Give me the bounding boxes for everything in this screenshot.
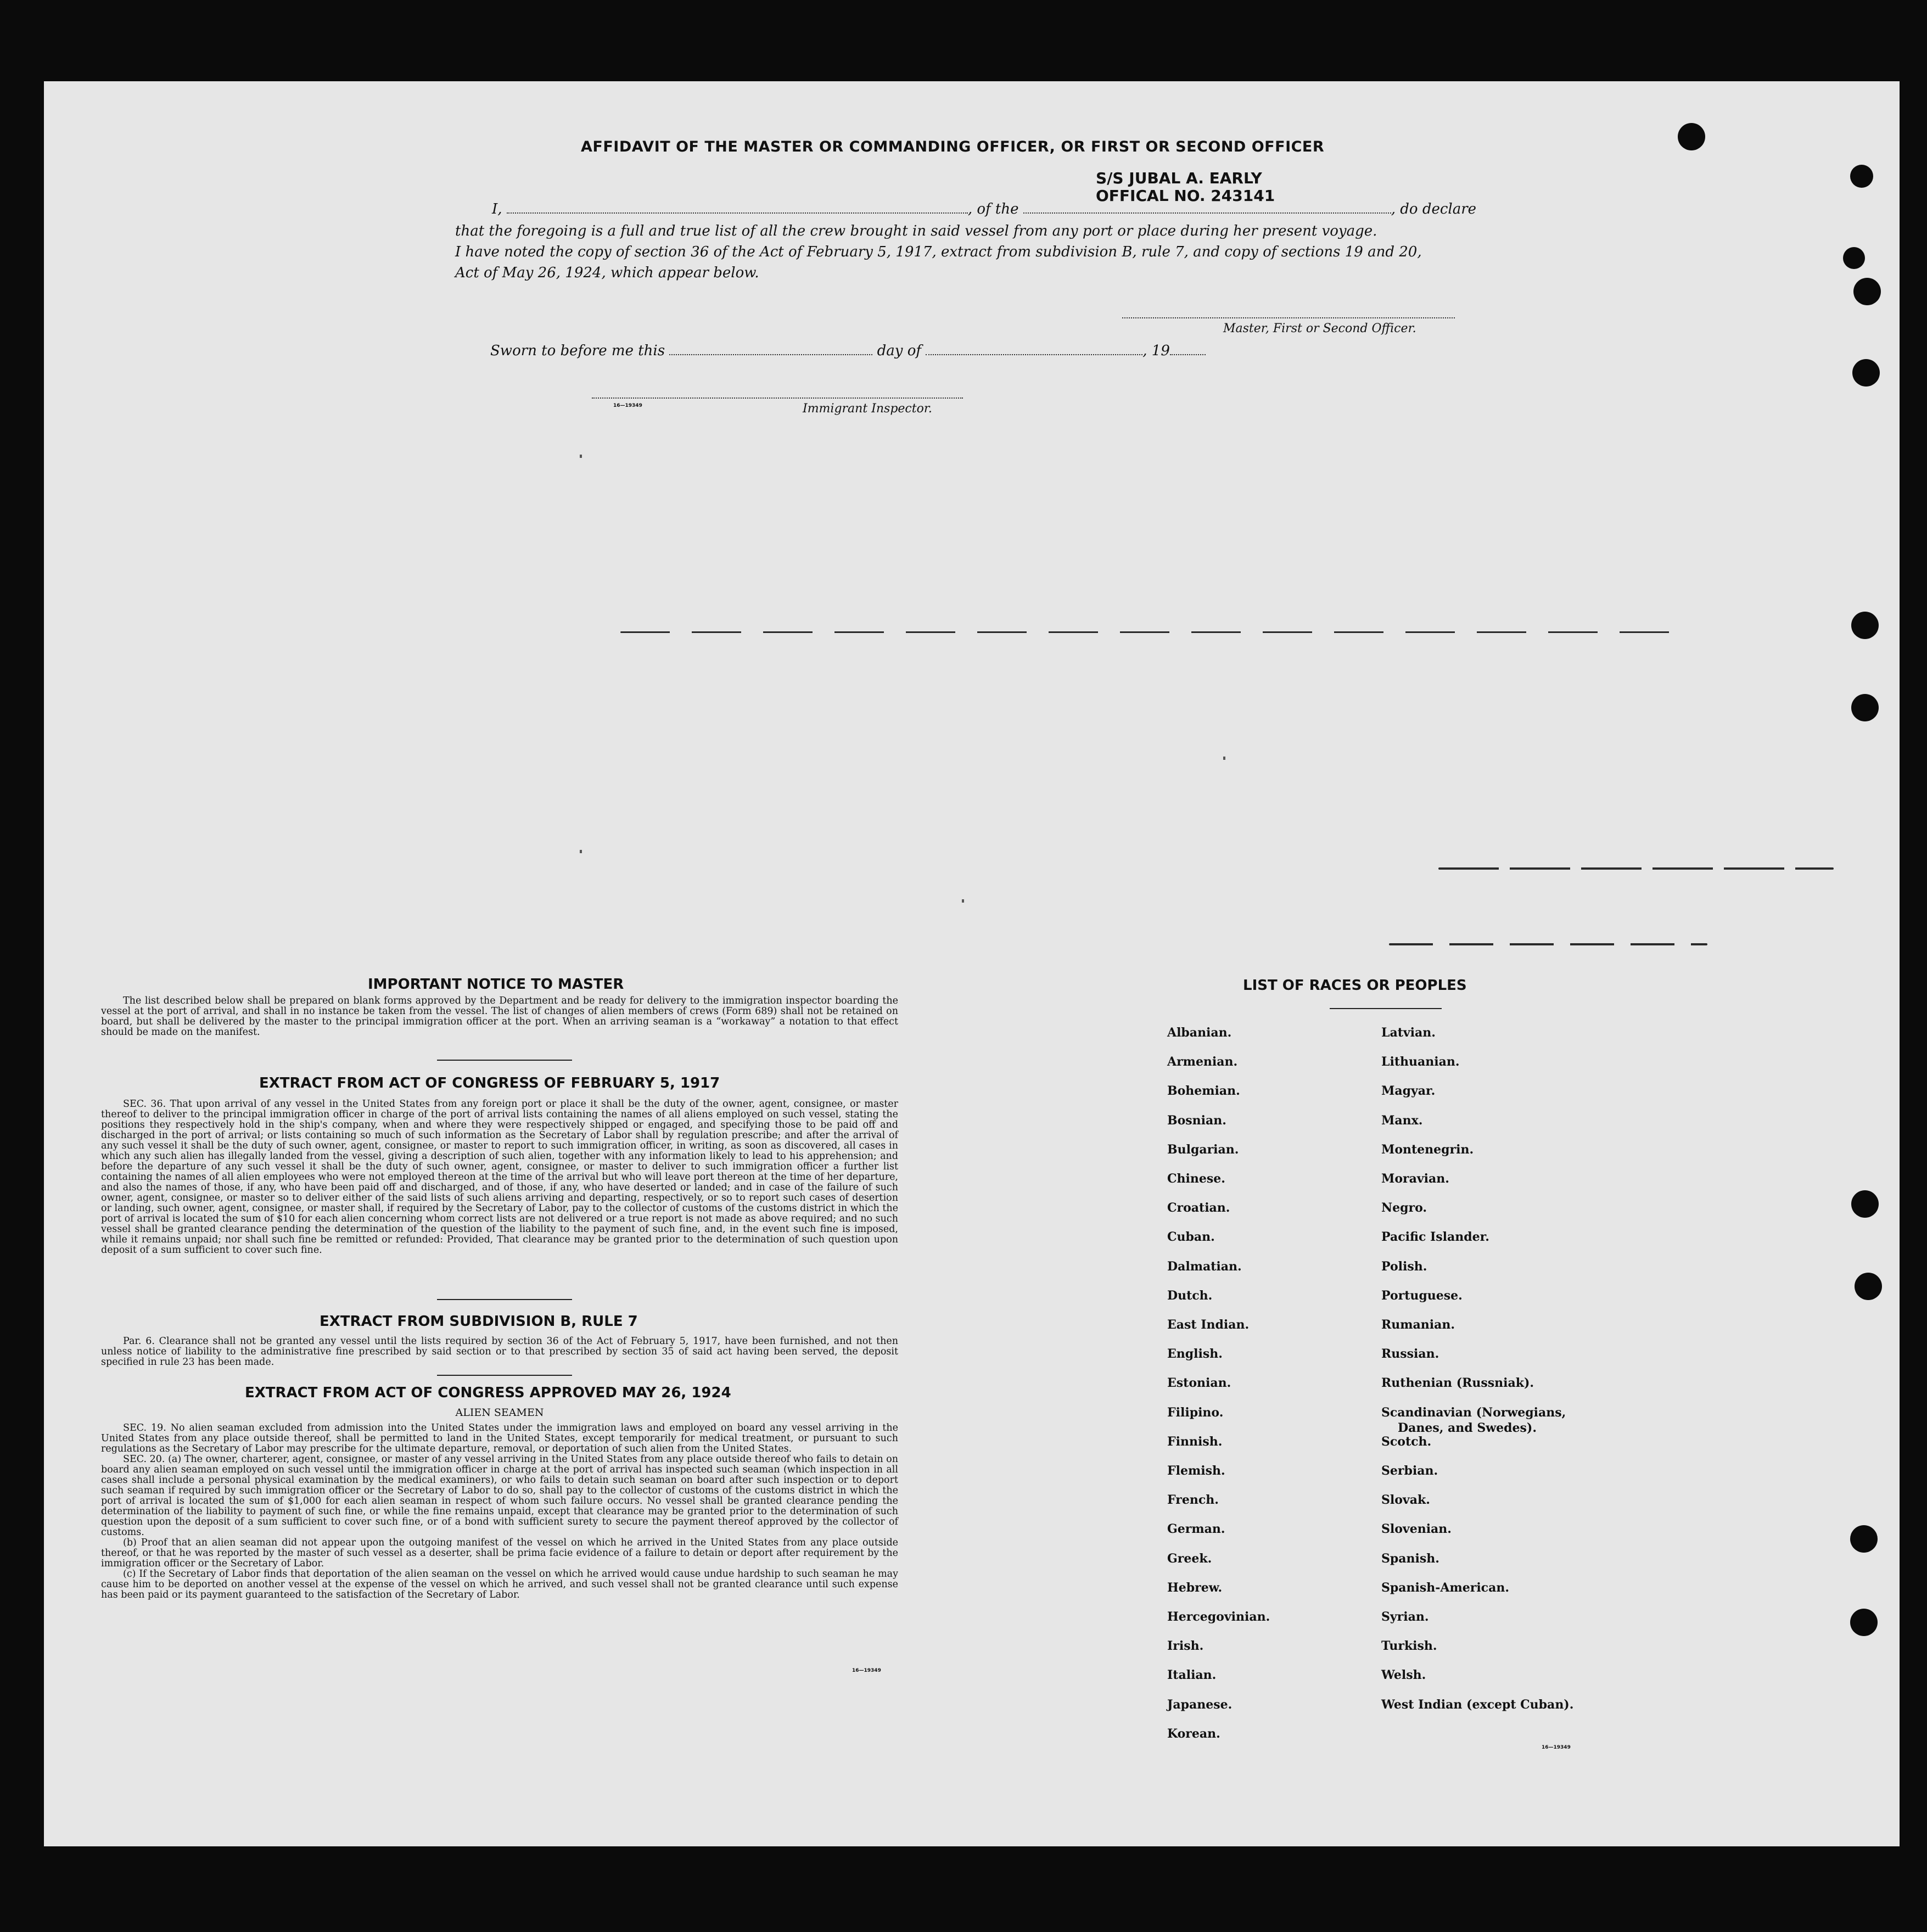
race-item: Flemish. [1167,1464,1225,1478]
race-item: Dalmatian. [1167,1259,1242,1274]
race-item: Manx. [1381,1113,1423,1128]
section-36-paragraph: SEC. 36. That upon arrival of any vessel in the United States from any foreign port or place it shall be the duty of the owner, agent, consignee, or master thereof to deliver to the principal immigration officer in charge of the port of arrival lists containing the names of all aliens employed on such vessel, stating the positions they respectively hold in the ship's company, when and where they were respectively shipped or engaged, and specifying those to be paid off and discharged in the port of arrival; or lists containing so much of such information as the Secretary of Labor shall by regulation prescribe; and after the arrival of any such vessel it shall be the duty of such owner, agent, consignee, or master to report to such immigration officer, in writing, as soon as discovered, all cases in which any such alien has illegally landed from the vessel, giving a description of such alien, together with any information likely to lead to his apprehension; and before the departure of any such vessel it shall be the duty of such owner, agent, consignee, or master to deliver to such immigration officer a further list containing the names of all alien employees who were not employed thereon at the time of the arrival but who will leave port thereon at the time of her departure, and also the names of those, if any, who have been paid off and discharged, and of those, if any, who have deserted or landed; and in case of the failure of such owner, agent, consignee, or master so to deliver either of the said lists of such aliens arriving and departing, respectively, or so to report such cases of desertion or landing, such owner, agent, consignee, or master shall, if required by the Secretary of Labor, pay to the collector of customs of the customs district in which the port of arrival is located the sum of $10 for each alien concerning whom correct lists are not delivered or a true report is not made as above required; and no such vessel shall be granted clearance pending the determination of the question of the liability to the payment of such fine, and, in the event such fine is imposed, while it remains unpaid; nor shall such fine be remitted or refunded: Provided, That clearance may be granted prior to the determination of such question upon deposit of a sum sufficient to cover such fine. [101,1099,898,1256]
binder-hole [1851,1190,1879,1218]
section-20c-paragraph: (c) If the Secretary of Labor finds that deportation of the alien seaman on the vessel on which he arrived would cause undue hardship to such seaman he may cause him to be deported on another vessel at the expense of the vessel on which he arrived, and such vessel shall not be granted clearance until such expense has been paid or its payment guaranteed to the satisfaction of the Secretary of Labor. [101,1569,898,1600]
divider [437,1299,572,1300]
race-item: Croatian. [1167,1201,1230,1216]
race-item: Pacific Islander. [1381,1230,1489,1245]
notice-title: IMPORTANT NOTICE TO MASTER [368,976,624,993]
of-the-label: , of the [967,201,1019,217]
extract-1917-title: EXTRACT FROM ACT OF CONGRESS OF FEBRUARY 5, 1917 [259,1075,720,1091]
inspector-caption: Immigrant Inspector. [803,402,932,416]
do-declare-label: , do declare [1391,201,1477,217]
binder-hole [1850,165,1873,188]
fold-mark [580,850,582,853]
race-item: Danes, and Swedes). [1398,1420,1537,1435]
binder-hole [1851,694,1879,721]
binder-hole [1843,247,1865,269]
scan-line [1389,943,1707,945]
race-item: Russian. [1381,1347,1439,1362]
binder-hole [1855,1273,1882,1300]
binder-hole [1852,359,1880,387]
race-item: Dutch. [1167,1288,1213,1303]
race-item: Welsh. [1381,1668,1426,1683]
master-signature-caption: Master, First or Second Officer. [1223,322,1416,335]
race-item: Bulgarian. [1167,1142,1239,1157]
race-item: East Indian. [1167,1318,1250,1332]
fold-mark [1223,757,1225,760]
race-item: Estonian. [1167,1376,1231,1391]
race-item: French. [1167,1493,1219,1508]
race-item: Latvian. [1381,1026,1436,1040]
race-item: Syrian. [1381,1610,1429,1624]
day-of-label: day of [877,343,921,359]
race-item: German. [1167,1522,1225,1537]
race-item: Polish. [1381,1259,1427,1274]
notice-text [101,996,898,1038]
divider [1330,1008,1442,1009]
race-item: Serbian. [1381,1464,1438,1478]
document-sheet [44,81,1900,1846]
race-item: Ruthenian (Russniak). [1381,1376,1534,1391]
race-item: Hebrew. [1167,1580,1223,1595]
race-item: Greek. [1167,1551,1212,1566]
race-item: Scotch. [1381,1434,1432,1449]
divider [437,1375,572,1376]
race-item: Lithuanian. [1381,1055,1460,1069]
race-item: West Indian (except Cuban). [1381,1697,1574,1712]
declaration-line-4: Act of May 26, 1924, which appear below. [455,265,759,281]
race-item: Irish. [1167,1639,1204,1654]
race-item: Portuguese. [1381,1288,1463,1303]
race-item: Italian. [1167,1668,1217,1683]
declaration-line-1 [492,201,1476,217]
affidavit-title: AFFIDAVIT OF THE MASTER OR COMMANDING OFFICER, OR FIRST OR SECOND OFFICER [581,138,1325,155]
scan-line [1438,867,1834,870]
race-item: Magyar. [1381,1084,1436,1099]
alien-seamen-subtitle: ALIEN SEAMEN [455,1407,544,1419]
rule-7-title: EXTRACT FROM SUBDIVISION B, RULE 7 [320,1313,638,1330]
binder-hole [1853,278,1881,305]
name-blank[interactable] [507,210,968,214]
extract-1924-title: EXTRACT FROM ACT OF CONGRESS APPROVED MAY 26, 1924 [245,1385,731,1401]
form-number: 16—19349 [613,403,642,408]
race-item: Hercegovinian. [1167,1610,1270,1624]
race-item: Cuban. [1167,1230,1215,1245]
race-item: Japanese. [1167,1697,1233,1712]
race-item: English. [1167,1347,1223,1362]
section-19-paragraph: SEC. 19. No alien seaman excluded from admission into the United States under the immigration laws and employed on board any vessel arriving in the United States from any place outside thereof, shall be permitted to land in the United States, except temporarily for medical treatment, or pursuant to such regulations as the Secretary of Labor may prescribe for the ultimate departure, removal, or deportation of such alien from the United States. [101,1423,898,1454]
declaration-line-3: I have noted the copy of section 36 of the Act of February 5, 1917, extract from subdivision B, rule 7, and copy of sections 19 and 20, [455,244,1422,260]
race-item: Turkish. [1381,1639,1437,1654]
divider [437,1060,572,1061]
extract-1924-text [101,1423,898,1600]
notice-paragraph: The list described below shall be prepared on blank forms approved by the Department and be ready for delivery to the immigration inspector boarding the vessel at the port of arrival, and shall in no instance be taken from the vessel. The list of changes of alien members of crews (Form 689) shall not be retained on board, but shall be delivered by the master to the principal immigration officer at the port. When an arriving seaman is a “workaway” a notation to that effect should be made on the manifest. [101,995,898,1038]
scan-line [620,631,1691,633]
section-20b-paragraph: (b) Proof that an alien seaman did not appear upon the outgoing manifest of the vessel on which he arrived in the United States from any place outside thereof, or that he was reported by the master of such vessel as a deserter, shall be prima facie evidence of a failure to detain or deport after requirement by the immigration officer or the Secretary of Labor. [101,1537,898,1569]
master-signature-line[interactable] [1122,317,1455,318]
race-item: Bohemian. [1167,1084,1240,1099]
binder-hole [1851,612,1879,639]
sworn-month-blank[interactable] [926,352,1142,355]
race-item: Scandinavian (Norwegians, [1381,1405,1566,1420]
race-item: Spanish-American. [1381,1580,1509,1595]
sworn-label: Sworn to before me this [490,343,665,359]
sworn-year-blank[interactable] [1170,352,1206,355]
rule-7-text [101,1336,898,1368]
race-item: Montenegrin. [1381,1142,1474,1157]
i-label: I, [492,201,502,217]
race-item: Moravian. [1381,1172,1449,1186]
vessel-blank[interactable] [1023,210,1391,214]
section-20a-paragraph: SEC. 20. (a) The owner, charterer, agent, consignee, or master of any vessel arriving in the United States from any place outside thereof who fails to detain on board any alien seaman employed on such vessel until the immigration officer in charge at the port of arrival has inspected such seaman (which inspection in all cases shall include a personal physical examination by the medical examiners), or who fails to detain such seaman on board after such inspection or to deport such seaman if required by such immigration officer or the Secretary of Labor to do so, shall pay to the collector of customs of the customs district in which the port of arrival is located the sum of $1,000 for each alien seaman in respect of whom such failure occurs. No vessel shall be granted clearance pending the determination of the liability to payment of such fine, or while the fine remains unpaid, except that clearance may be granted prior to the determination of such question upon the deposit of a sum sufficient to cover such fine, or of a bond with sufficient surety to secure the payment thereof approved by the collector of customs. [101,1454,898,1538]
races-title: LIST OF RACES OR PEOPLES [1243,977,1467,994]
binder-hole [1850,1525,1878,1553]
race-item: Spanish. [1381,1551,1439,1566]
year-label: , 19 [1142,343,1170,359]
fold-mark [962,899,964,903]
race-item: Filipino. [1167,1405,1224,1420]
race-item: Armenian. [1167,1055,1238,1069]
race-item: Negro. [1381,1201,1427,1216]
fold-mark [580,455,582,458]
form-number: 16—19349 [852,1668,881,1673]
race-item: Finnish. [1167,1434,1223,1449]
rule-7-paragraph: Par. 6. Clearance shall not be granted any vessel until the lists required by section 36 of the Act of February 5, 1917, have been furnished, and not then unless notice of liability to the administrative fine prescribed by said section or to that prescribed by section 35 of said act having been served, the deposit specified in rule 23 has been made. [101,1336,898,1368]
vessel-name-stamp: S/S JUBAL A. EARLY [1096,169,1262,187]
race-item: Slovenian. [1381,1522,1452,1537]
declaration-line-2: that the foregoing is a full and true list of all the crew brought in said vessel from any port or place during her present voyage. [455,223,1377,239]
race-item: Rumanian. [1381,1318,1455,1332]
race-item: Chinese. [1167,1172,1225,1186]
race-item: Slovak. [1381,1493,1430,1508]
binder-hole [1850,1609,1878,1636]
inspector-signature-line[interactable] [592,397,963,399]
extract-1917-text [101,1099,898,1256]
form-number: 16—19349 [1542,1745,1571,1750]
race-item: Bosnian. [1167,1113,1226,1128]
sworn-line [490,343,1206,359]
race-item: Albanian. [1167,1026,1232,1040]
official-number-stamp: OFFICAL NO. 243141 [1096,187,1275,205]
sworn-day-blank[interactable] [669,352,872,355]
binder-hole [1678,123,1705,150]
race-item: Korean. [1167,1726,1220,1741]
